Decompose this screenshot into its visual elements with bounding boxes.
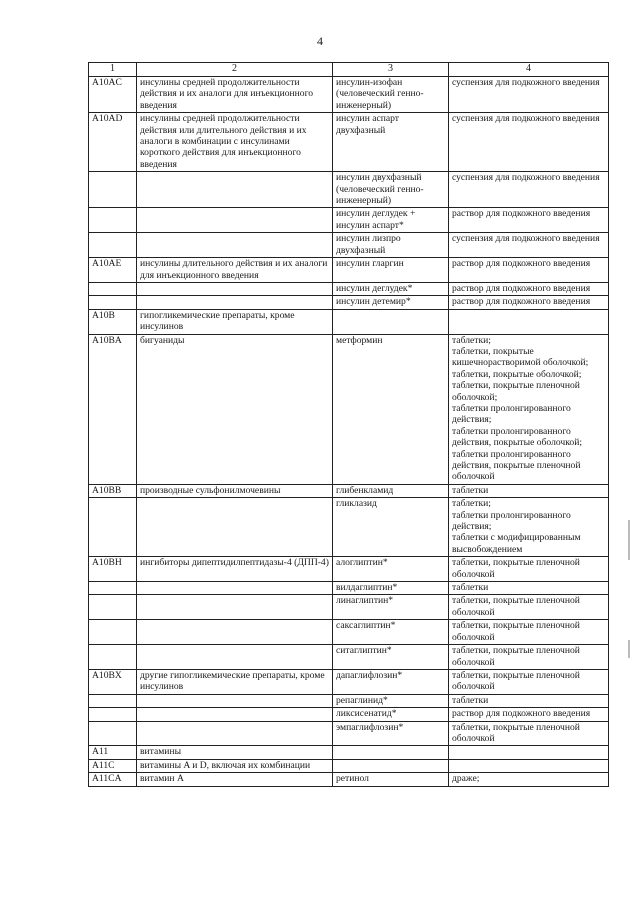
table-row [89,77,609,113]
drug-name-cell: инсулин двухфазный (человеческий генно-инженерный) [333,172,449,208]
atc-code-cell [89,296,137,309]
atc-code-cell [89,498,137,557]
dosage-form-line: драже; [452,773,480,785]
dosage-form-line: таблетки пролонгированного действия; [452,402,571,426]
drug-name-cell: метформин [333,334,449,484]
drug-name-cell: линаглиптин* [333,595,449,620]
atc-code-cell [89,582,137,595]
table-row [89,282,609,295]
dosage-form-line: таблетки, покрытые пленочной оболочкой; [452,380,580,403]
table-row [89,309,609,334]
atc-code-cell [89,620,137,645]
group-name-cell: инсулины средней продолжительности действия или длительного действия и их аналоги в комбинации с инсулинами короткого действия для инъекционного введения [137,113,333,172]
drug-list-table [88,62,609,787]
dosage-form-line: таблетки, покрытые кишечнорастворимой оболочкой; [452,345,589,369]
atc-code-cell [89,233,137,258]
table-row [89,721,609,746]
column-header: 3 [333,63,449,77]
table-row [89,172,609,208]
drug-name-cell: инсулин-изофан (человеческий генно-инженерный) [333,77,449,113]
drug-name-cell: инсулин деглудек* [333,282,449,295]
dosage-form-line: таблетки, покрытые пленочной оболочкой [452,669,580,693]
group-name-cell [137,694,333,707]
dosage-form-line: суспензия для подкожного введения [452,113,600,125]
group-name-cell [137,233,333,258]
drug-name-cell: инсулин аспарт двухфазный [333,113,449,172]
dosage-form-cell [449,721,609,746]
group-name-cell: витамин A [137,773,333,786]
atc-code-cell: A10B [89,309,137,334]
drug-name-cell: алоглиптин* [333,557,449,582]
table-row [89,258,609,283]
atc-code-cell: A10AC [89,77,137,113]
atc-code-cell: A10BB [89,484,137,497]
table-header-row [89,63,609,77]
dosage-form-cell [449,172,609,208]
group-name-cell: гипогликемические препараты, кроме инсулинов [137,309,333,334]
drug-name-cell: вилдаглиптин* [333,582,449,595]
atc-code-cell: A10AD [89,113,137,172]
dosage-form-line: таблетки, покрытые пленочной оболочкой [452,557,580,580]
dosage-form-line: таблетки, покрытые пленочной оболочкой [452,595,580,618]
atc-code-cell [89,282,137,295]
dosage-form-cell [449,620,609,645]
dosage-form-line: таблетки пролонгированного действия, покрытые оболочкой; [452,425,583,449]
column-header: 2 [137,63,333,77]
dosage-form-cell [449,694,609,707]
dosage-form-line: таблетки [452,484,489,496]
dosage-form-line: таблетки, покрытые оболочкой; [452,368,582,380]
atc-code-cell [89,645,137,670]
group-name-cell [137,172,333,208]
atc-code-cell [89,595,137,620]
table-row [89,113,609,172]
group-name-cell: ингибиторы дипептидилпептидазы-4 (ДПП-4) [137,557,333,582]
group-name-cell [137,620,333,645]
dosage-form-cell [449,334,609,484]
group-name-cell [137,645,333,670]
column-header: 4 [449,63,609,77]
table-row [89,694,609,707]
dosage-form-line: таблетки, покрытые пленочной оболочкой [452,721,580,744]
group-name-cell: витамины A и D, включая их комбинации [137,759,333,772]
atc-code-cell: A11C [89,759,137,772]
drug-name-cell: ретинол [333,773,449,786]
dosage-form-line: раствор для подкожного введения [452,258,591,270]
dosage-form-cell [449,773,609,786]
dosage-form-cell [449,208,609,233]
table-row [89,645,609,670]
dosage-form-cell [449,233,609,258]
dosage-form-line: раствор для подкожного введения [452,708,591,720]
table-body [89,77,609,787]
drug-name-cell: инсулин детемир* [333,296,449,309]
dosage-form-line: таблетки [452,694,489,706]
group-name-cell: производные сульфонилмочевины [137,484,333,497]
group-name-cell [137,721,333,746]
group-name-cell: инсулины средней продолжительности действия и их аналоги для инъекционного введения [137,77,333,113]
group-name-cell: витамины [137,746,333,759]
scan-artifact [628,640,630,658]
group-name-cell: другие гипогликемические препараты, кроме инсулинов [137,669,333,694]
table-row [89,759,609,772]
dosage-form-cell [449,557,609,582]
group-name-cell [137,296,333,309]
dosage-form-line: таблетки пролонгированного действия, покрытые пленочной оболочкой [452,448,581,483]
dosage-form-cell [449,282,609,295]
dosage-form-cell [449,708,609,721]
drug-name-cell: саксаглиптин* [333,620,449,645]
table-row [89,669,609,694]
group-name-cell [137,595,333,620]
dosage-form-line: таблетки, покрытые пленочной оболочкой [452,645,580,668]
atc-code-cell [89,708,137,721]
drug-name-cell: инсулин лизпро двухфазный [333,233,449,258]
drug-name-cell [333,746,449,759]
atc-code-cell [89,694,137,707]
dosage-form-cell [449,669,609,694]
group-name-cell [137,708,333,721]
dosage-form-line: таблетки, покрытые пленочной оболочкой [452,620,580,643]
atc-code-cell [89,721,137,746]
dosage-form-line: раствор для подкожного введения [452,282,591,294]
atc-code-cell: A10BA [89,334,137,484]
dosage-form-cell [449,77,609,113]
group-name-cell [137,582,333,595]
dosage-form-cell [449,746,609,759]
atc-code-cell [89,172,137,208]
dosage-form-cell [449,296,609,309]
table-row [89,498,609,557]
drug-name-cell: дапаглифлозин* [333,669,449,694]
table-row [89,334,609,484]
drug-name-cell: инсулин гларгин [333,258,449,283]
atc-code-cell [89,208,137,233]
dosage-form-line: таблетки пролонгированного действия; [452,509,571,533]
dosage-form-line: суспензия для подкожного введения [452,233,600,245]
dosage-form-line: таблетки с модифицированным высвобождением [452,532,581,555]
dosage-form-line: суспензия для подкожного введения [452,172,600,184]
dosage-form-cell [449,258,609,283]
atc-code-cell: A10AE [89,258,137,283]
dosage-form-cell [449,498,609,557]
table-row [89,746,609,759]
drug-name-cell: репаглинид* [333,694,449,707]
table-row [89,773,609,786]
group-name-cell: бигуаниды [137,334,333,484]
table-row [89,620,609,645]
drug-name-cell [333,309,449,334]
dosage-form-cell [449,309,609,334]
table-row [89,233,609,258]
dosage-form-cell [449,595,609,620]
table-row [89,595,609,620]
atc-code-cell: A11 [89,746,137,759]
drug-name-cell: ситаглиптин* [333,645,449,670]
dosage-form-cell [449,582,609,595]
drug-name-cell: глибенкламид [333,484,449,497]
drug-name-cell: гликлазид [333,498,449,557]
dosage-form-cell [449,113,609,172]
drug-name-cell: инсулин деглудек + инсулин аспарт* [333,208,449,233]
group-name-cell [137,282,333,295]
dosage-form-cell [449,484,609,497]
table-row [89,582,609,595]
atc-code-cell: A11CA [89,773,137,786]
dosage-form-line: суспензия для подкожного введения [452,77,600,88]
atc-code-cell: A10BX [89,669,137,694]
dosage-form-line: раствор для подкожного введения [452,208,591,220]
drug-name-cell [333,759,449,772]
dosage-form-line: раствор для подкожного введения [452,296,591,308]
drug-name-cell: ликсисенатид* [333,708,449,721]
group-name-cell [137,208,333,233]
dosage-form-cell [449,759,609,772]
dosage-form-line: таблетки; [452,498,491,510]
table-row [89,208,609,233]
dosage-form-line: таблетки [452,582,489,594]
page-number: 4 [317,34,323,48]
table-row [89,557,609,582]
scan-artifact [628,520,630,560]
column-header: 1 [89,63,137,77]
group-name-cell: инсулины длительного действия и их аналоги для инъекционного введения [137,258,333,283]
table-row [89,296,609,309]
drug-name-cell: эмпаглифлозин* [333,721,449,746]
dosage-form-cell [449,645,609,670]
dosage-form-line: таблетки; [452,334,491,346]
atc-code-cell: A10BH [89,557,137,582]
group-name-cell [137,498,333,557]
table-row [89,708,609,721]
table-row [89,484,609,497]
